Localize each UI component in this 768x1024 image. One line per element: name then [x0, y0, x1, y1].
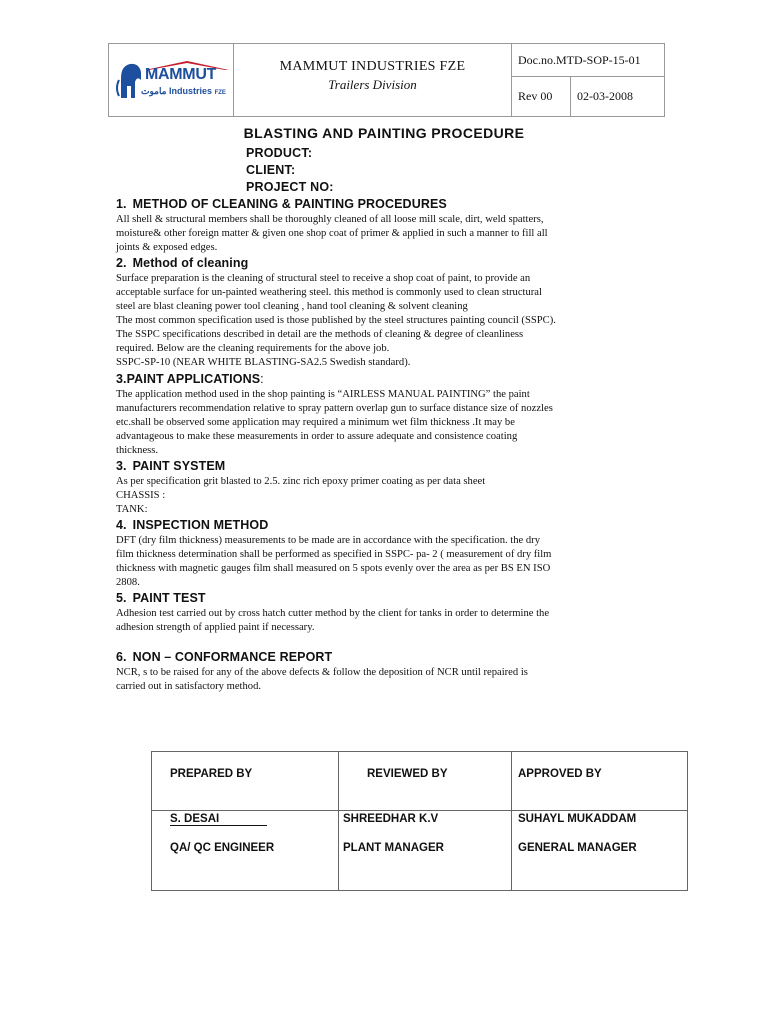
logo-fze: FZE	[214, 90, 226, 96]
logo-arabic: ماموت	[141, 86, 167, 96]
project-label: PROJECT NO:	[246, 180, 334, 194]
section-title: METHOD OF CLEANING & PAINTING PROCEDURES	[132, 197, 447, 211]
section-heading-2	[116, 256, 248, 270]
logo-industries: Industries	[169, 86, 213, 96]
approved-name: SUHAYL MUKADDAM	[518, 813, 637, 825]
body-line: required. Below are the cleaning requirements for the above job.	[116, 343, 390, 354]
prepared-name: S. DESAI	[170, 813, 267, 826]
body-line: CHASSIS :	[116, 490, 166, 501]
body-line: adhesion strength of applied paint if necessary.	[116, 622, 315, 633]
product-label: PRODUCT:	[246, 146, 313, 160]
body-line: acceptable surface for un-painted weathering steel. this method is commonly used to clean structural	[116, 287, 542, 298]
body-line: etc.shall be observed some application may required a minimum wet film thickness .It may be	[116, 417, 515, 428]
prepared-title: QA/ QC ENGINEER	[170, 842, 275, 854]
revision-row	[512, 77, 664, 116]
mammut-logo	[115, 58, 227, 102]
approved-title: GENERAL MANAGER	[518, 842, 637, 854]
section-title: PAINT SYSTEM	[132, 459, 226, 473]
body-line: The application method used in the shop painting is “AIRLESS MANUAL PAINTING” the paint	[116, 389, 530, 400]
body-line: thickness with magnetic gauges film shall measured on 5 spots evenly over the area as per BS EN ISO	[116, 563, 551, 574]
section-title: INSPECTION METHOD	[132, 518, 269, 532]
table-divider	[338, 752, 339, 890]
section-body-1	[116, 213, 652, 255]
table-divider	[152, 810, 687, 811]
section-heading-4	[116, 459, 225, 473]
section-body-6	[116, 607, 652, 635]
revision: Rev 00	[512, 77, 571, 116]
body-line: steel are blast cleaning power tool cleaning , hand tool cleaning & solvent cleaning	[116, 301, 468, 312]
body-line: As per specification grit blasted to 2.5. zinc rich epoxy primer coating as per data sheet	[116, 476, 486, 487]
company-name: MAMMUT INDUSTRIES FZE	[279, 59, 466, 74]
section-title: PAINT TEST	[132, 591, 206, 605]
section-body-5	[116, 534, 652, 590]
doc-info-cell	[512, 44, 664, 116]
client-label: CLIENT:	[246, 163, 296, 177]
section-title: Method of cleaning	[132, 256, 249, 270]
document-title: BLASTING AND PAINTING PROCEDURE	[243, 125, 525, 141]
signoff-table	[151, 751, 688, 891]
prepared-by-header: PREPARED BY	[170, 768, 253, 780]
logo-brand: MAMMUT	[145, 66, 217, 83]
section-number: 4.	[116, 518, 127, 532]
section-title: NON – CONFORMANCE REPORT	[132, 650, 333, 664]
body-line: manufacturers recommendation relative to spray pattern overlap gun to surface distance size of nozzles	[116, 403, 553, 414]
body-line: TANK:	[116, 504, 148, 515]
section-body-7	[116, 666, 652, 694]
section-heading-1	[116, 197, 447, 211]
section-colon: :	[260, 372, 264, 386]
reviewed-title: PLANT MANAGER	[343, 842, 444, 854]
reviewed-name: SHREEDHAR K.V	[343, 813, 439, 825]
reviewed-by-header: REVIEWED BY	[367, 768, 448, 780]
body-line: advantageous to make these measurements in order to assure adequate and consistence coating	[116, 431, 518, 442]
table-divider	[511, 752, 512, 890]
body-line: thickness.	[116, 445, 159, 456]
body-line: joints & exposed edges.	[116, 242, 218, 253]
section-heading-6	[116, 591, 206, 605]
body-line: The most common specification used is those published by the steel structures painting council (SSPC).	[116, 315, 556, 326]
section-number: 1.	[116, 197, 127, 211]
section-heading-3	[116, 372, 264, 386]
body-line: DFT (dry film thickness) measurements to be made are in accordance with the specification. the dry	[116, 535, 540, 546]
section-body-4	[116, 475, 652, 517]
section-number: 6.	[116, 650, 127, 664]
logo-sub	[141, 86, 226, 97]
body-line: The SSPC specifications described in detail are the methods of cleaning & degree of cleanliness	[116, 329, 524, 340]
section-heading-7	[116, 650, 332, 664]
body-line: 2808.	[116, 577, 140, 588]
body-line: carried out in satisfactory method.	[116, 681, 262, 692]
section-number: 5.	[116, 591, 127, 605]
section-number: 3.	[116, 459, 127, 473]
body-line: film thickness determination shall be performed as specified in SSPC- pa- 2 ( measurement of dry film	[116, 549, 552, 560]
division-name: Trailers Division	[328, 77, 417, 92]
body-line: Surface preparation is the cleaning of structural steel to receive a shop coat of paint, to provide an	[116, 273, 531, 284]
body-line: SSPC-SP-10 (NEAR WHITE BLASTING-SA2.5 Swedish standard).	[116, 357, 411, 368]
section-body-3	[116, 388, 652, 458]
body-line: moisture& other foreign matter & given one shop coat of primer & applied in such a manner to fill all	[116, 228, 548, 239]
revision-date: 02-03-2008	[577, 89, 633, 103]
section-body-2	[116, 272, 652, 370]
section-title: PAINT APPLICATIONS	[126, 372, 261, 386]
approved-by-header: APPROVED BY	[518, 768, 602, 780]
body-line: All shell & structural members shall be thoroughly cleaned of all loose mill scale, dirt, weld spatters,	[116, 214, 544, 225]
logo-cell	[109, 44, 234, 116]
section-heading-5	[116, 518, 268, 532]
section-number: 3.	[116, 372, 127, 386]
document-header	[108, 43, 665, 117]
section-number: 2.	[116, 256, 127, 270]
company-cell	[234, 44, 512, 116]
doc-number: Doc.no.MTD-SOP-15-01	[512, 44, 664, 77]
body-line: NCR, s to be raised for any of the above defects & follow the deposition of NCR until repaired is	[116, 667, 528, 678]
body-line: Adhesion test carried out by cross hatch cutter method by the client for tanks in order to determine the	[116, 608, 550, 619]
